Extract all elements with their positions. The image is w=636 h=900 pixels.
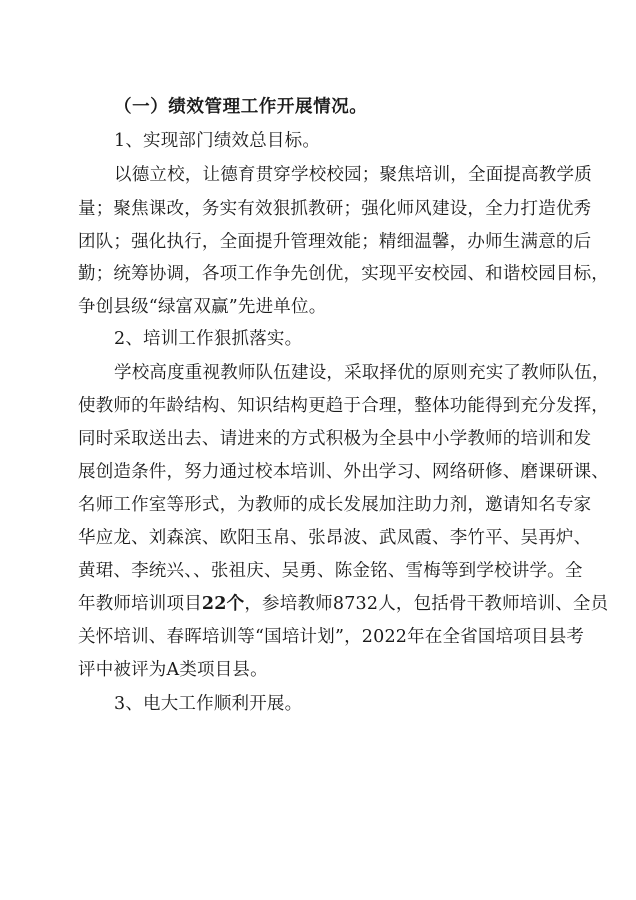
item-2-paragraph-line [78, 593, 608, 615]
section-heading: （一）绩效管理工作开展情况。 [114, 97, 368, 117]
item-1-paragraph-line: 以德立校，让德育贯穿学校校园；聚焦培训，全面提高教学质 [114, 165, 592, 185]
item-2-paragraph-line: 展创造条件，努力通过校本培训、外出学习、网络研修、磨课研课、 [78, 462, 609, 482]
item-2-paragraph-line: 华应龙、刘森滨、欧阳玉帛、张昂波、武凤霞、李竹平、吴再炉、 [78, 528, 592, 548]
item-3-title: 3、电大工作顺利开展。 [114, 694, 303, 714]
item-2-paragraph-line: 关怀培训、春晖培训等“国培计划”，2022年在全省国培项目县考 [78, 627, 585, 647]
item-2-paragraph-line: 黄珺、李统兴、、张祖庆、吴勇、陈金铭、雪梅等到学校讲学。全 [78, 561, 583, 581]
item-1-paragraph-line: 量；聚焦课改，务实有效狠抓教研；强化师风建设，全力打造优秀 [78, 199, 592, 219]
item-1-title: 1、实现部门绩效总目标。 [114, 131, 321, 151]
item-2-title: 2、培训工作狠抓落实。 [114, 329, 303, 349]
item-1-paragraph-line: 勤；统筹协调，各项工作争先创优，实现平安校园、和谐校园目标， [78, 264, 609, 284]
item-2-paragraph-line: 评中被评为A类项目县。 [78, 660, 268, 680]
item-2-paragraph-line: 名师工作室等形式，为教师的成长发展加注助力剂，邀请知名专家 [78, 495, 592, 515]
item-2-paragraph-line: 使教师的年龄结构、知识结构更趋于合理，整体功能得到充分发挥， [78, 396, 609, 416]
training-project-count: 22个 [201, 594, 245, 614]
line-text: 年教师培训项目 [78, 594, 202, 614]
item-1-paragraph-line: 争创县级“绿富双赢”先进单位。 [78, 297, 327, 317]
item-2-paragraph-line: 同时采取送出去、请进来的方式积极为全县中小学教师的培训和发 [78, 429, 592, 449]
line-text: ，参培教师8732人，包括骨干教师培训、全员 [244, 594, 609, 614]
item-2-paragraph-line: 学校高度重视教师队伍建设，采取择优的原则充实了教师队伍， [114, 363, 610, 383]
item-1-paragraph-line: 团队；强化执行，全面提升管理效能；精细温馨，办师生满意的后 [78, 232, 592, 252]
